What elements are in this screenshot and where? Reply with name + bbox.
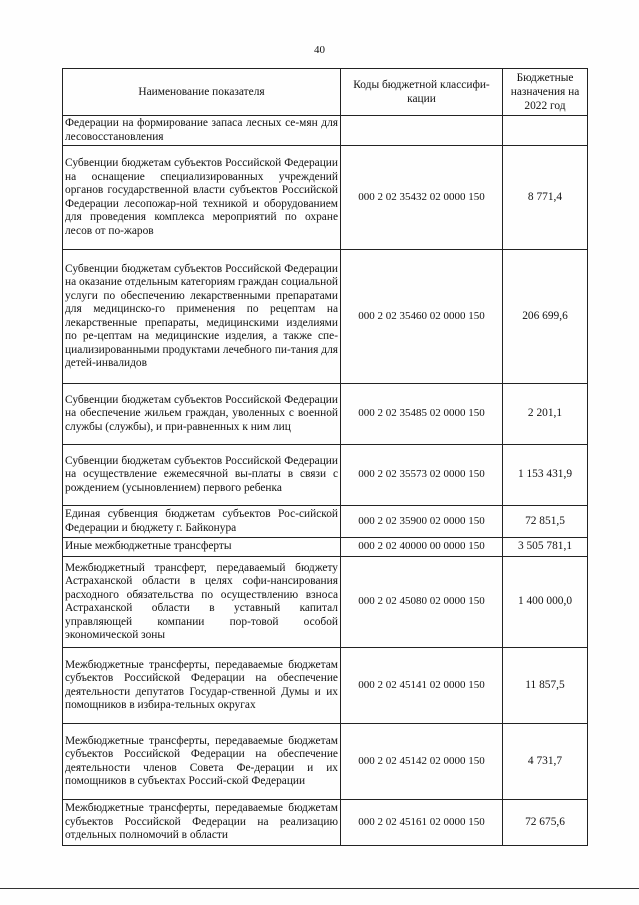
row-amount: 4 731,7 bbox=[503, 724, 588, 800]
row-code: 000 2 02 45080 02 0000 150 bbox=[341, 557, 503, 648]
table-row bbox=[63, 724, 588, 800]
header-code: Коды бюджетной классифи-кации bbox=[341, 69, 503, 116]
row-code: 000 2 02 45141 02 0000 150 bbox=[341, 648, 503, 724]
row-amount: 72 675,6 bbox=[503, 800, 588, 846]
row-code: 000 2 02 35573 02 0000 150 bbox=[341, 445, 503, 506]
row-name: Межбюджетный трансферт, передаваемый бюджету Астраханской области в целях софи-нансирования расходного обязательства по осуществлению взноса Астраханской области в уставный капитал управляющей компании пор-товой особой экономической зоны bbox=[63, 557, 341, 648]
table-row bbox=[63, 648, 588, 724]
budget-table bbox=[62, 68, 588, 846]
header-amount: Бюджетные назначения на 2022 год bbox=[503, 69, 588, 116]
row-name: Субвенции бюджетам субъектов Российской Федерации на обеспечение жильем граждан, уволенных с военной службы (службы), и при-равненных к ним лиц bbox=[63, 384, 341, 445]
row-amount: 2 201,1 bbox=[503, 384, 588, 445]
table-row bbox=[63, 146, 588, 250]
table-row bbox=[63, 557, 588, 648]
row-name: Федерации на формирование запаса лесных се-мян для лесовосстановления bbox=[63, 116, 341, 146]
row-code: 000 2 02 35485 02 0000 150 bbox=[341, 384, 503, 445]
row-name: Субвенции бюджетам субъектов Российской Федерации на оказание отдельным категориям граждан социальной услуги по обеспечению лекарственными препаратами для медицинско-го применения по рецептам на лекарственные препараты, медицинскими изделиями по ре-цептам на медицинские изделия, а также спе-циализированными продуктами лечебного пи-тания для детей-инвалидов bbox=[63, 250, 341, 384]
row-code: 000 2 02 35460 02 0000 150 bbox=[341, 250, 503, 384]
row-amount: 72 851,5 bbox=[503, 506, 588, 538]
table-row bbox=[63, 800, 588, 846]
row-amount: 8 771,4 bbox=[503, 146, 588, 250]
page-bottom-rule bbox=[0, 888, 639, 889]
row-name: Субвенции бюджетам субъектов Российской Федерации на оснащение специализированных учреждений органов государственной власти субъектов Российской Федерации лесопожар-ной техникой и оборудованием для проведения комплекса мероприятий по охране лесов от по-жаров bbox=[63, 146, 341, 250]
table-row bbox=[63, 506, 588, 538]
table-header-row bbox=[63, 69, 588, 116]
header-name: Наименование показателя bbox=[63, 69, 341, 116]
row-name: Иные межбюджетные трансферты bbox=[63, 538, 341, 557]
row-name: Межбюджетные трансферты, передаваемые бюджетам субъектов Российской Федерации на обеспечение деятельности членов Совета Фе-дерации и их помощников в субъектах Россий-ской Федерации bbox=[63, 724, 341, 800]
table-row bbox=[63, 250, 588, 384]
row-name: Субвенции бюджетам субъектов Российской Федерации на осуществление ежемесячной вы-платы в связи с рождением (усыновлением) первого ребенка bbox=[63, 445, 341, 506]
table-row bbox=[63, 384, 588, 445]
row-name: Межбюджетные трансферты, передаваемые бюджетам субъектов Российской Федерации на обеспечение деятельности депутатов Государ-ственной Думы и их помощников в избира-тельных округах bbox=[63, 648, 341, 724]
row-code: 000 2 02 45142 02 0000 150 bbox=[341, 724, 503, 800]
row-code bbox=[341, 116, 503, 146]
row-code: 000 2 02 45161 02 0000 150 bbox=[341, 800, 503, 846]
table-row bbox=[63, 116, 588, 146]
table-row bbox=[63, 445, 588, 506]
row-amount: 3 505 781,1 bbox=[503, 538, 588, 557]
row-amount bbox=[503, 116, 588, 146]
row-code: 000 2 02 35900 02 0000 150 bbox=[341, 506, 503, 538]
row-name: Межбюджетные трансферты, передаваемые бюджетам субъектов Российской Федерации на реализацию отдельных полномочий в области bbox=[63, 800, 341, 846]
page-number: 40 bbox=[314, 44, 325, 56]
row-code: 000 2 02 40000 00 0000 150 bbox=[341, 538, 503, 557]
row-amount: 1 153 431,9 bbox=[503, 445, 588, 506]
row-code: 000 2 02 35432 02 0000 150 bbox=[341, 146, 503, 250]
row-amount: 206 699,6 bbox=[503, 250, 588, 384]
row-amount: 1 400 000,0 bbox=[503, 557, 588, 648]
table-row bbox=[63, 538, 588, 557]
row-name: Единая субвенция бюджетам субъектов Рос-сийской Федерации и бюджету г. Байконура bbox=[63, 506, 341, 538]
row-amount: 11 857,5 bbox=[503, 648, 588, 724]
